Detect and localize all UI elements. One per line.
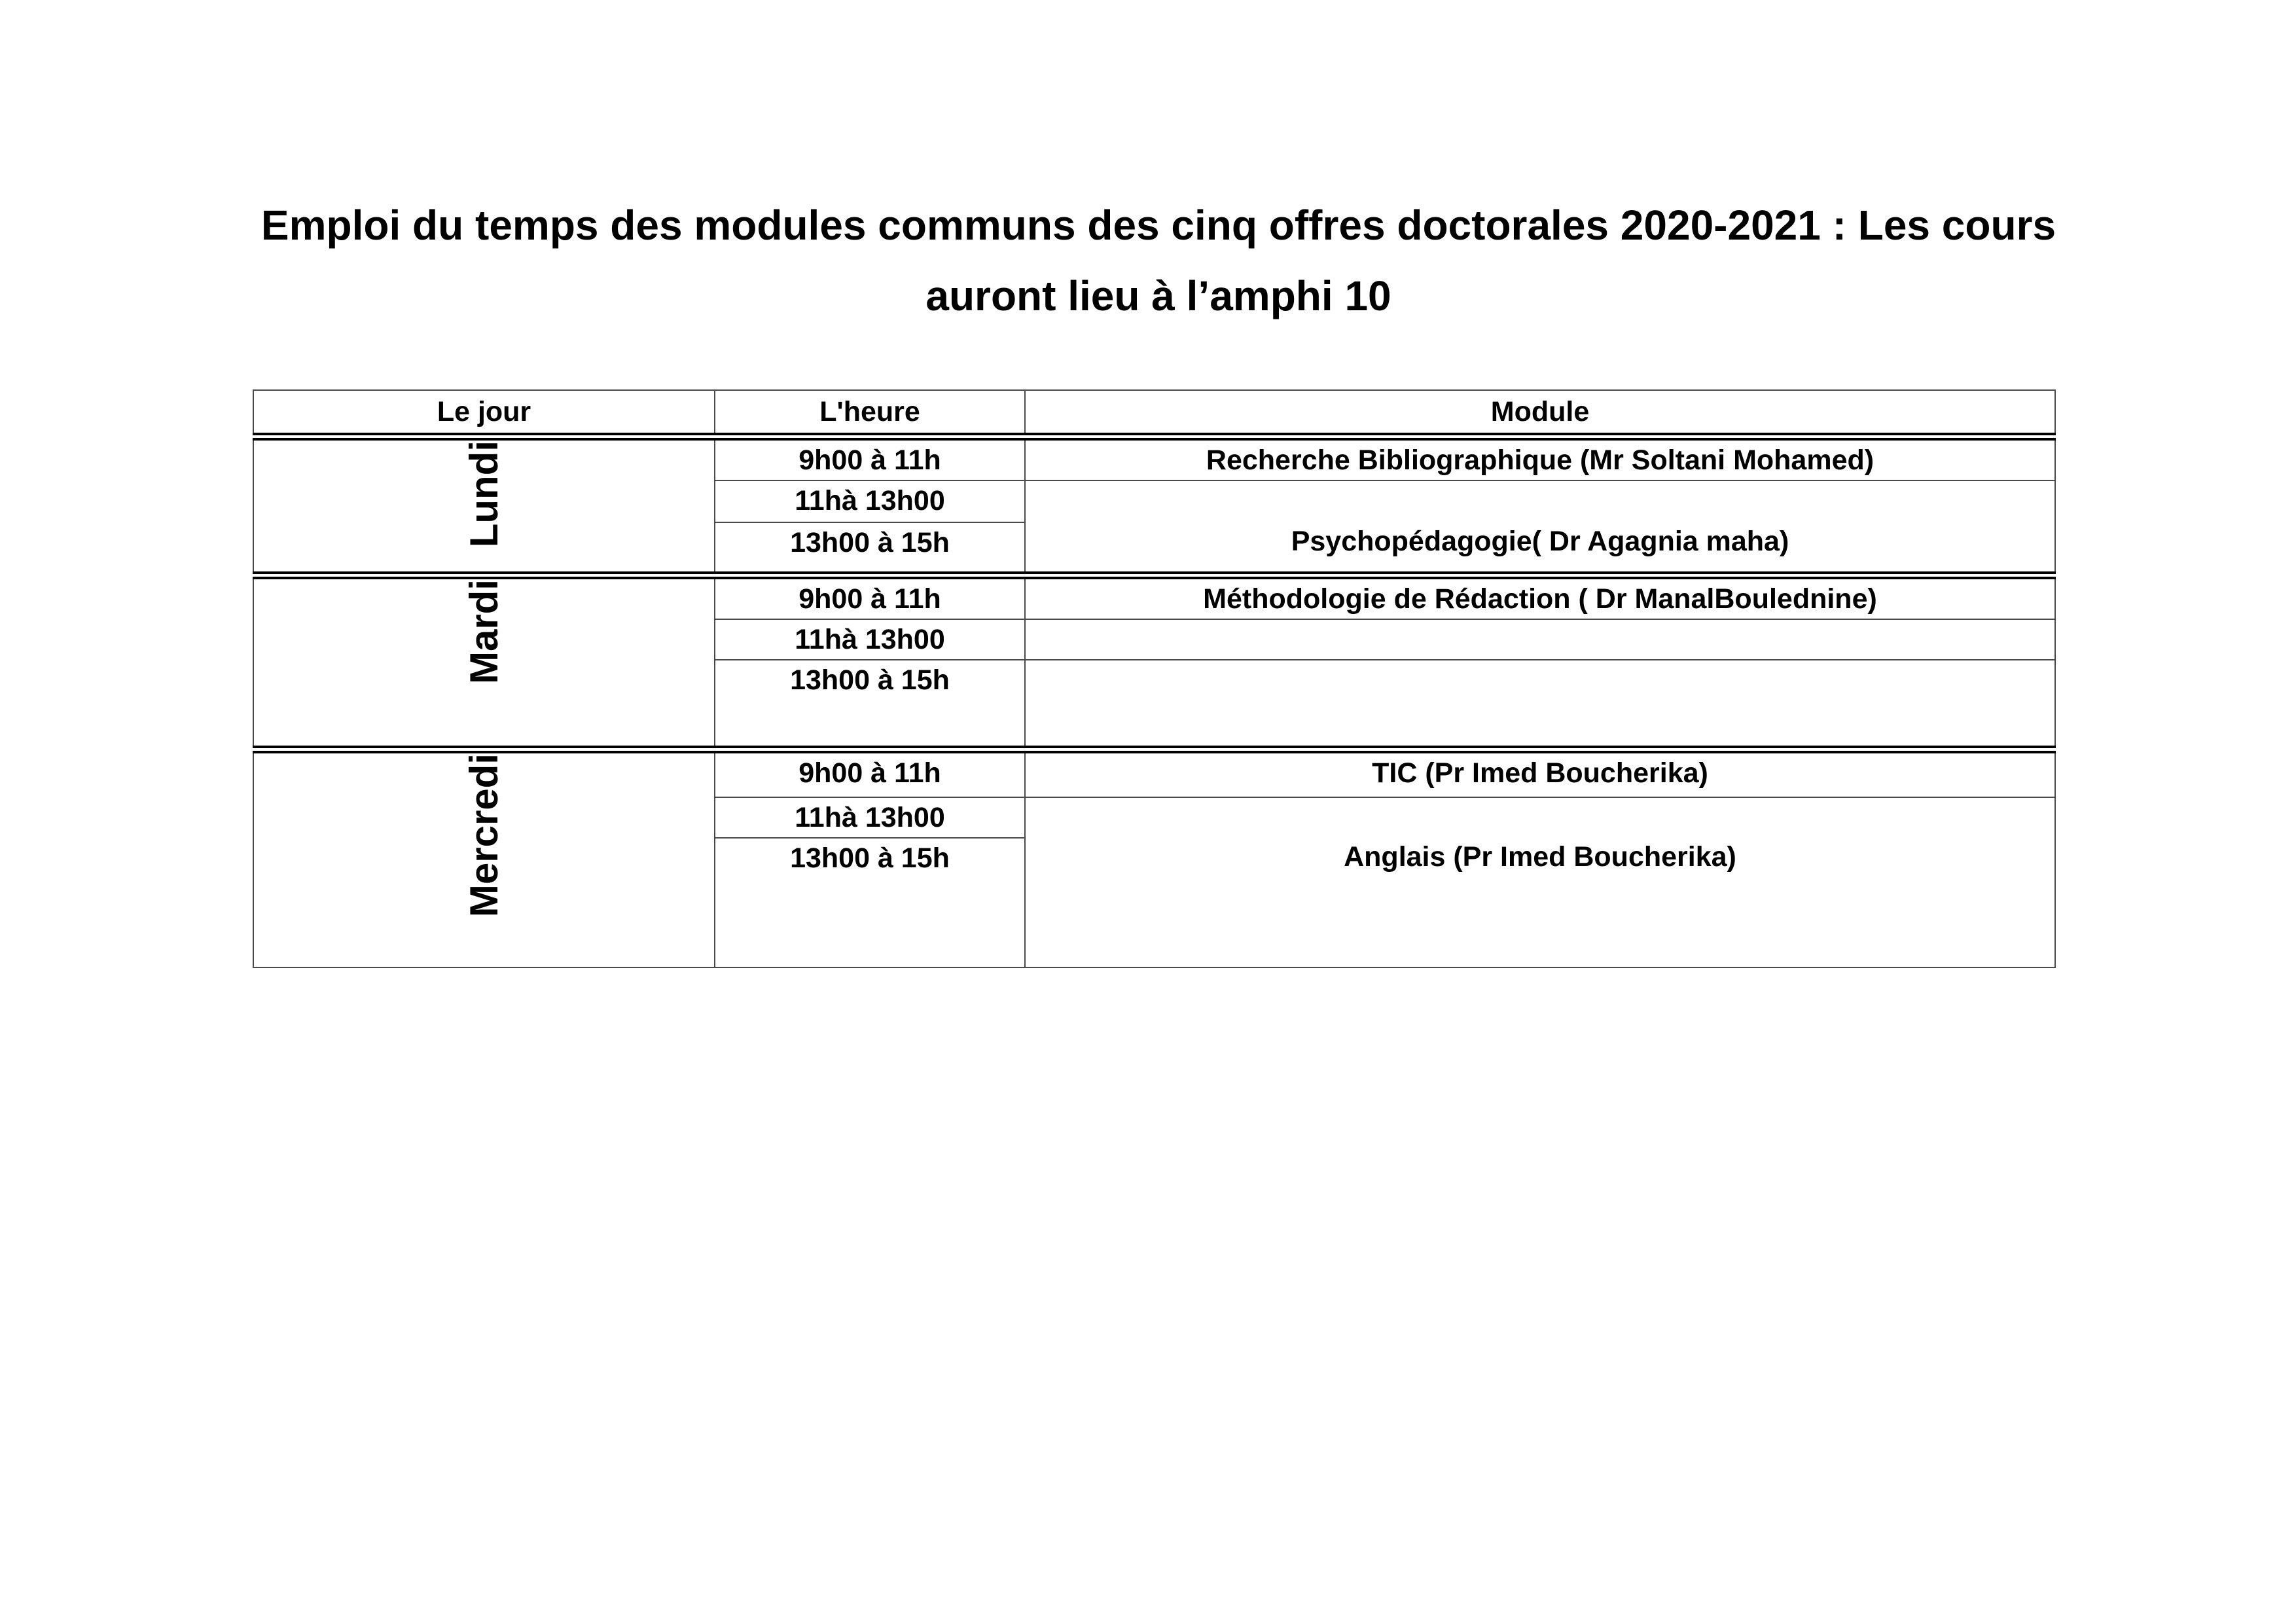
day-cell-mercredi xyxy=(253,749,715,967)
module-cell: Recherche Bibliographique (Mr Soltani Mohamed) xyxy=(1025,437,2055,480)
module-cell xyxy=(1025,619,2055,660)
day-cell-lundi xyxy=(253,437,715,575)
day-cell-mardi xyxy=(253,575,715,749)
schedule-table xyxy=(253,389,2056,968)
time-slot: 11hà 13h00 xyxy=(715,480,1025,522)
table-row xyxy=(253,749,2055,797)
module-cell: TIC (Pr Imed Boucherika) xyxy=(1025,749,2055,797)
header-day: Le jour xyxy=(253,390,715,437)
table-row xyxy=(253,437,2055,480)
header-module: Module xyxy=(1025,390,2055,437)
page-title-line-1: Emploi du temps des modules communs des cinq offres doctorales 2020-2021 : Les cours xyxy=(260,202,2056,249)
table-row xyxy=(253,575,2055,619)
time-slot: 9h00 à 11h xyxy=(715,575,1025,619)
page-title-line-2: auront lieu à l’amphi 10 xyxy=(925,272,1391,319)
time-slot: 9h00 à 11h xyxy=(715,437,1025,480)
time-slot: 11hà 13h00 xyxy=(715,797,1025,838)
module-cell: Méthodologie de Rédaction ( Dr ManalBoulednine) xyxy=(1025,575,2055,619)
time-slot: 13h00 à 15h xyxy=(715,660,1025,749)
module-cell: Anglais (Pr Imed Boucherika) xyxy=(1025,797,2055,967)
day-label: Mercredi xyxy=(461,753,506,918)
time-slot: 11hà 13h00 xyxy=(715,619,1025,660)
module-cell: Psychopédagogie( Dr Agagnia maha) xyxy=(1025,480,2055,575)
time-slot: 13h00 à 15h xyxy=(715,838,1025,967)
page-title xyxy=(196,190,2121,331)
time-slot: 13h00 à 15h xyxy=(715,522,1025,575)
time-slot: 9h00 à 11h xyxy=(715,749,1025,797)
header-time: L'heure xyxy=(715,390,1025,437)
day-label: Mardi xyxy=(461,579,506,685)
header-row xyxy=(253,390,2055,437)
day-label: Lundi xyxy=(461,441,506,548)
module-cell xyxy=(1025,660,2055,749)
